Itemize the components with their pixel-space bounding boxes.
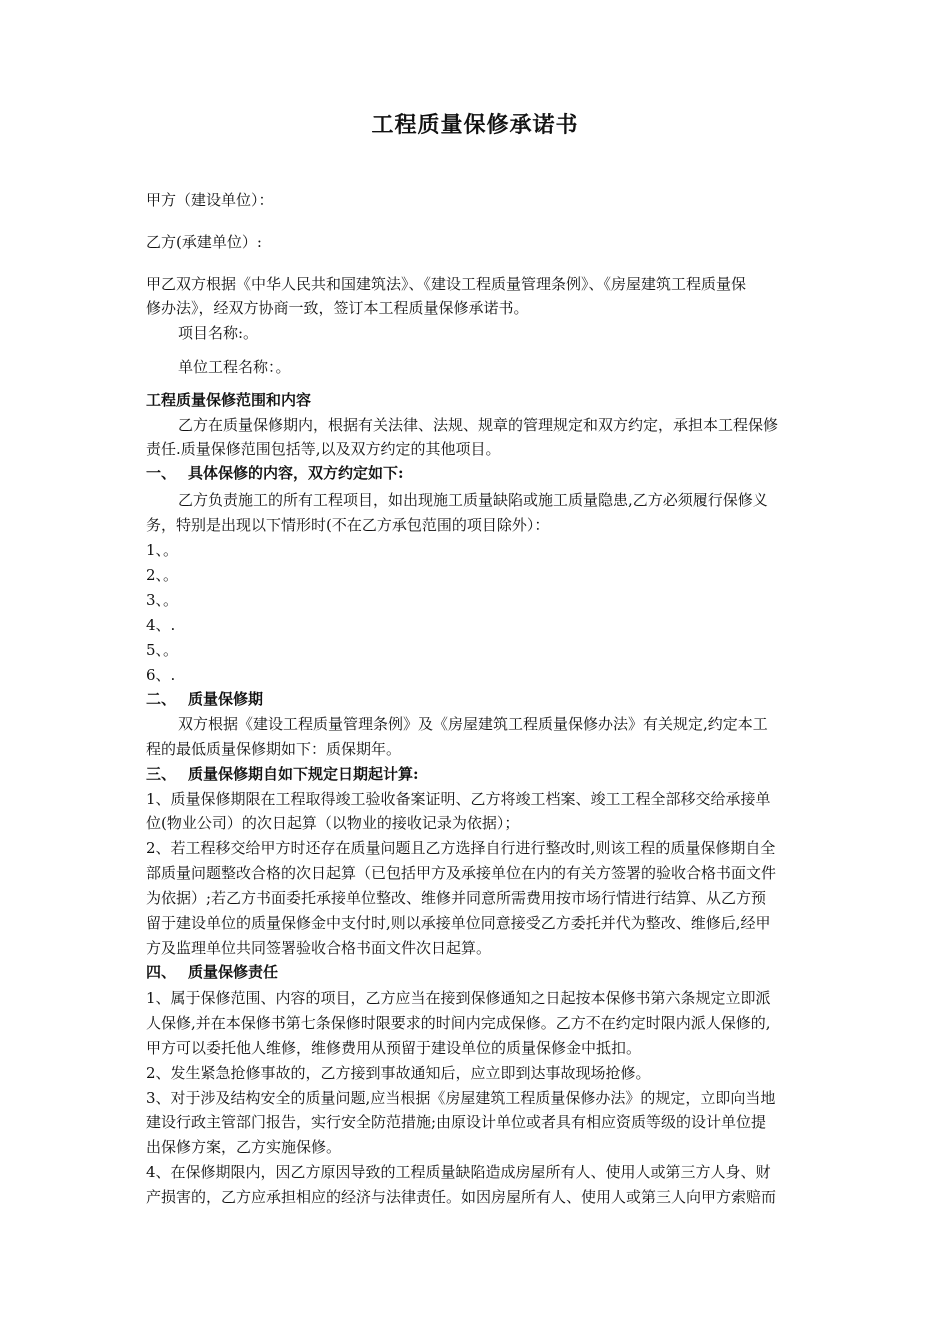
paragraph-line: 务，特别是出现以下情形时(不在乙方承包范围的项目除外）： bbox=[146, 516, 550, 534]
list-item: 2、。 bbox=[146, 566, 179, 584]
section-number: 三、 bbox=[146, 765, 177, 783]
paragraph-line: 乙方负责施工的所有工程项目，如出现施工质量缺陷或施工质量隐患,乙方必须履行保修义 bbox=[178, 491, 768, 509]
intro-line: 修办法》，经双方协商一致，签订本工程质量保修承诺书。 bbox=[146, 299, 529, 317]
paragraph-line: 1、质量保修期限在工程取得竣工验收备案证明、乙方将竣工档案、竣工工程全部移交给承接单 bbox=[146, 790, 771, 808]
section-title: 质量保修期自如下规定日期起计算: bbox=[188, 765, 419, 783]
paragraph-line: 产损害的，乙方应承担相应的经济与法律责任。如因房屋所有人、使用人或第三人向甲方索赔而 bbox=[146, 1188, 777, 1206]
party-b-line: 乙方(承建单位）: bbox=[146, 233, 262, 251]
intro-line: 甲乙双方根据《中华人民共和国建筑法》、《建设工程质量管理条例》、《房屋建筑工程质量保 bbox=[146, 275, 747, 293]
paragraph-line: 双方根据《建设工程质量管理条例》及《房屋建筑工程质量保修办法》有关规定,约定本工 bbox=[178, 715, 768, 733]
list-item: 5、。 bbox=[146, 641, 179, 659]
party-a-line: 甲方（建设单位）： bbox=[146, 191, 274, 209]
paragraph-line: 留于建设单位的质量保修金中支付时,则以承接单位同意接受乙方委托并代为整改、维修后,经甲 bbox=[146, 914, 771, 932]
paragraph-line: 出保修方案，乙方实施保修。 bbox=[146, 1138, 342, 1156]
section-title: 质量保修期 bbox=[188, 690, 264, 708]
paragraph-line: 乙方在质量保修期内，根据有关法律、法规、规章的管理规定和双方约定，承担本工程保修 bbox=[178, 416, 779, 434]
paragraph-line: 人保修,并在本保修书第七条保修时限要求的时间内完成保修。乙方不在约定时限内派人保修的, bbox=[146, 1014, 771, 1032]
section-title: 质量保修责任 bbox=[188, 963, 279, 981]
section-heading-1 bbox=[146, 462, 856, 484]
unit-project-name-line: 单位工程名称：。 bbox=[178, 358, 291, 376]
paragraph-line: 4、在保修期限内，因乙方原因导致的工程质量缺陷造成房屋所有人、使用人或第三方人身、财 bbox=[146, 1163, 771, 1181]
section-heading-3 bbox=[146, 763, 856, 785]
section-heading-4 bbox=[146, 961, 856, 983]
paragraph-line: 建设行政主管部门报告，实行安全防范措施;由原设计单位或者具有相应资质等级的设计单位提 bbox=[146, 1113, 767, 1131]
list-item: 4、. bbox=[146, 616, 176, 634]
scope-heading: 工程质量保修范围和内容 bbox=[146, 391, 312, 409]
list-item: 1、。 bbox=[146, 541, 179, 559]
section-title: 具体保修的内容，双方约定如下: bbox=[188, 464, 404, 482]
section-number: 一、 bbox=[146, 464, 177, 482]
paragraph-line: 2、若工程移交给甲方时还存在质量问题且乙方选择自行进行整改时,则该工程的质量保修期自全 bbox=[146, 839, 776, 857]
project-name-line: 项目名称:。 bbox=[178, 324, 259, 342]
paragraph-line: 3、对于涉及结构安全的质量问题,应当根据《房屋建筑工程质量保修办法》的规定，立即向当地 bbox=[146, 1089, 776, 1107]
paragraph-line: 方及监理单位共同签署验收合格书面文件次日起算。 bbox=[146, 939, 492, 957]
section-number: 四、 bbox=[146, 963, 177, 981]
paragraph-line: 2、发生紧急抢修事故的，乙方接到事故通知后，应立即到达事故现场抢修。 bbox=[146, 1064, 651, 1082]
list-item: 6、. bbox=[146, 666, 176, 684]
section-heading-2 bbox=[146, 688, 856, 710]
paragraph-line: 责任.质量保修范围包括等,以及双方约定的其他项目。 bbox=[146, 440, 501, 458]
paragraph-line: 为依据）;若乙方书面委托承接单位整改、维修并同意所需费用按市场行情进行结算、从乙方预 bbox=[146, 889, 767, 907]
section-number: 二、 bbox=[146, 690, 177, 708]
list-item: 3、。 bbox=[146, 591, 179, 609]
document-title: 工程质量保修承诺书 bbox=[371, 112, 579, 138]
paragraph-line: 甲方可以委托他人维修，维修费用从预留于建设单位的质量保修金中抵扣。 bbox=[146, 1039, 642, 1057]
paragraph-line: 部质量问题整改合格的次日起算（已包括甲方及承接单位在内的有关方签署的验收合格书面文件 bbox=[146, 864, 777, 882]
paragraph-line: 1、属于保修范围、内容的项目，乙方应当在接到保修通知之日起按本保修书第六条规定立即派 bbox=[146, 989, 771, 1007]
paragraph-line: 程的最低质量保修期如下：质保期年。 bbox=[146, 740, 402, 758]
paragraph-line: 位(物业公司）的次日起算（以物业的接收记录为依据）； bbox=[146, 814, 520, 832]
